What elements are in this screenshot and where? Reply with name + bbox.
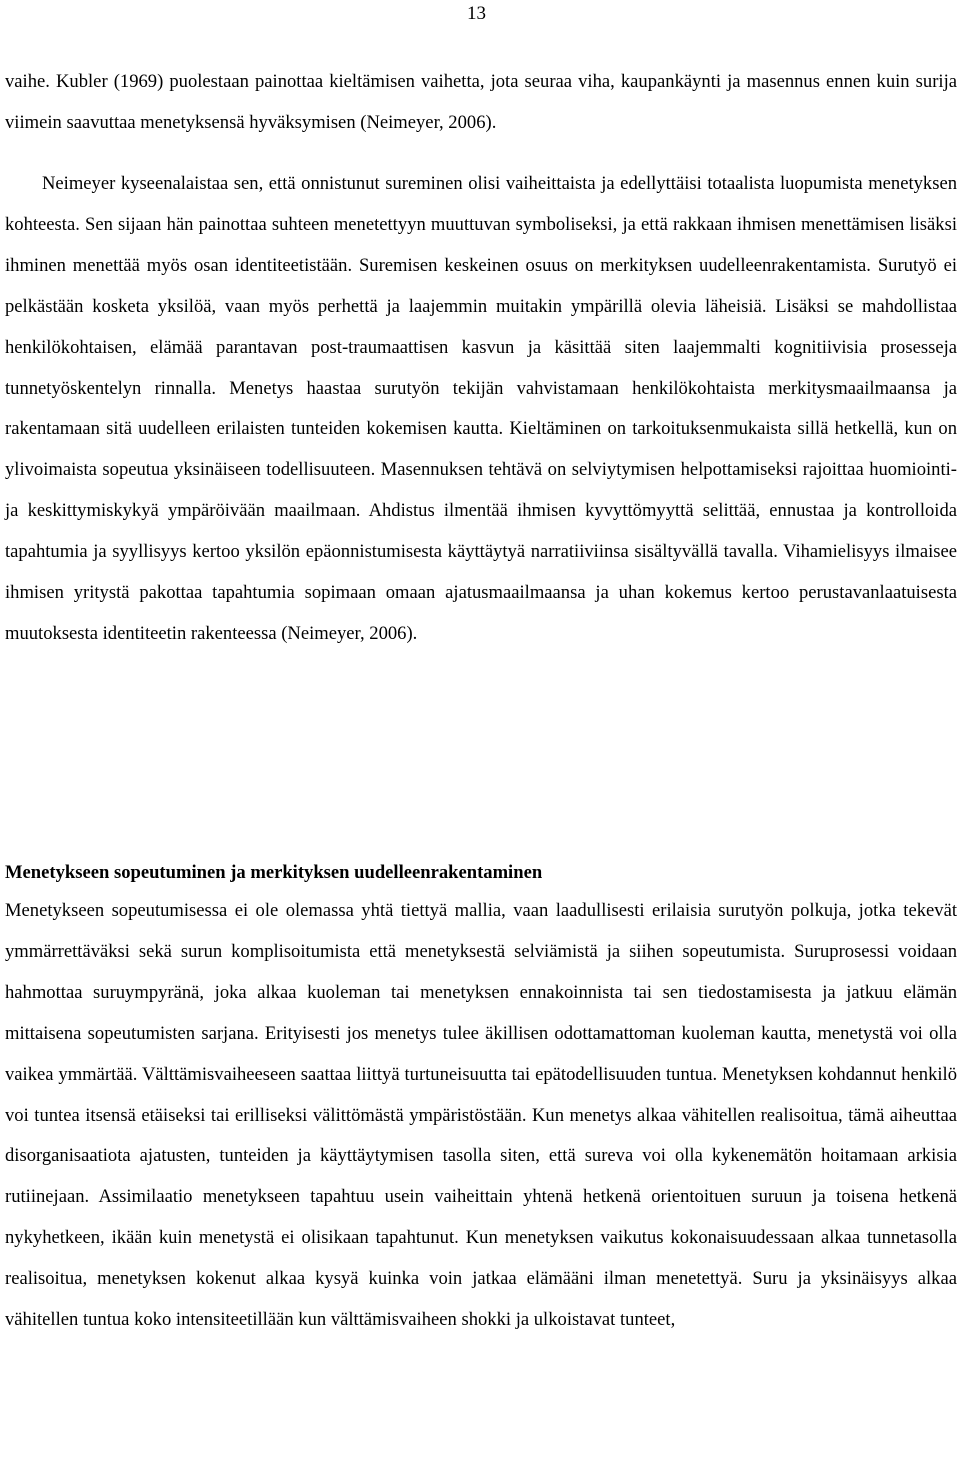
paragraph-adaptation: Menetykseen sopeutumisessa ei ole olemassa yhtä tiettyä mallia, vaan laadullisesti erilaisia surutyön polkuja, jotka tekevät ymmärrettäväksi sekä surun komplisoitumista että menetyksestä selviämistä ja siihen sopeutumista. Suruprosessi voidaan hahmottaa suruympyränä, joka alkaa kuoleman tai menetyksen ennakoinnista tai sen tiedostamisesta ja jatkuu elämän mittaisena sopeutumisten sarjana. Erityisesti jos menetys tulee äkillisen odottamattoman kuoleman kautta, menetystä voi olla vaikea ymmärtää. Välttämisvaiheeseen saattaa liittyä turtuneisuutta tai epätodellisuuden tuntua. Menetyksen kohdannut henkilö voi tuntea itsensä etäiseksi tai erilliseksi välittömästä ympäristöstään. Kun menetys alkaa vähitellen realisoitua, tämä aiheuttaa disorganisaatiota ajatusten, tunteiden ja käyttäytymisen tasolla siten, että sureva voi olla kykenemätön hoitamaan arkisia rutiinejaan. Assimilaatio menetykseen tapahtuu usein vaiheittain yhtenä hetkenä orientoituen suruun ja toisena hetkenä nykyhetkeen, ikään kuin menetystä ei olisikaan tapahtunut. Kun menetyksen vaikutus kokonaisuudessaan alkaa tunnetasolla realisoitua, menetyksen kokenut alkaa kysyä kuinka voin jatkaa elämääni ilman menetettyä. Suru ja yksinäisyys alkaa vähitellen tuntua koko intensiteetillään kun välttämisvaiheen shokki ja ulkoistavat tunteet, (5, 900, 957, 1331)
paragraph-neimeyer (5, 164, 957, 655)
section-heading: Menetykseen sopeutuminen ja merkityksen uudelleenrakentaminen (5, 862, 543, 883)
paragraph-neimeyer-text: Neimeyer kyseenalaistaa sen, että onnistunut sureminen olisi vaiheittaista ja edellyttäisi totaalista luopumista menetyksen kohteesta. Sen sijaan hän painottaa suhteen menetettyyn muuttuvan symboliseksi, ja että rakkaan ihmisen menettämisen lisäksi ihminen menettää myös osan identiteetistään. Suremisen keskeinen osuus on merkityksen uudelleenrakentamista. Surutyö ei pelkästään kosketa yksilöä, vaan myös perhettä ja laajemmin muitakin ympärillä olevia läheisiä. Lisäksi se mahdollistaa henkilökohtaisen, elämää parantavan post-traumaattisen kasvun ja käsittää siten laajemmalti kognitiivisia prosesseja tunnetyöskentelyn rinnalla. Menetys haastaa surutyön tekijän vahvistamaan henkilökohtaista merkitysmaailmaansa ja rakentamaan sitä uudelleen erilaisten tunteiden kokemisen kautta. Kieltäminen on tarkoituksenmukaista sillä hetkellä, kun on ylivoimaista sopeutua yksinäiseen todellisuuteen. Masennuksen tehtävä on selviytymisen helpottamiseksi rajoittaa huomiointi- ja keskittymiskykyä ympäröivään maailmaan. Ahdistus ilmentää ihmisen kyvyttömyyttä selittää, ennustaa ja kontrolloida tapahtumia ja syyllisyys kertoo yksilön epäonnistumisesta käyttäytyä narratiiviinsa sisältyvällä tavalla. Vihamielisyys ilmaisee ihmisen yritystä pakottaa tapahtumia sopimaan omaan ajatusmaailmaansa ja uhan kokemus kertoo perustavanlaatuisesta muutoksesta identiteetin rakenteessa (Neimeyer, 2006). (5, 173, 957, 644)
paragraph-continuation: vaihe. Kubler (1969) puolestaan painottaa kieltämisen vaihetta, jota seuraa viha, kaupankäynti ja masennus ennen kuin surija viimein saavuttaa menetyksensä hyväksymisen (Neimeyer, 2006). (5, 71, 957, 133)
page-number: 13 (467, 3, 486, 24)
